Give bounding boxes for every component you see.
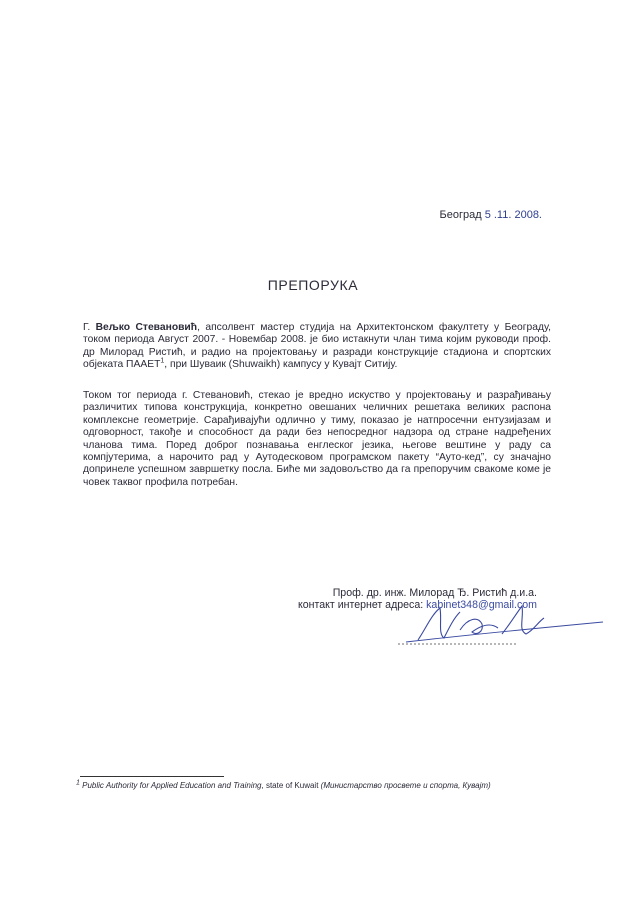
footnote-number: 1	[76, 779, 80, 787]
signatory-name: Проф. др. инж. Милорад Ђ. Ристић д.и.а.	[332, 587, 537, 599]
salutation: Г.	[83, 322, 96, 333]
paragraph-2: Током тог периода г. Стевановић, стекао је вредно искуство у пројектовању и разрађивању различитих типова конструкција, конкретно овешаних челичних решетака великих распона комплексне геометрије. Сарађивајући одлично у тиму, показао је натпросечни ентузијазам и одговорност, такође и способност да ради без непосредног надзора од стране надређених чланова тима. Поред доброг познавања енглеског језика, његове вештине у раду са компјутерима, а нарочито рад у Аутодесковом програмском пакету “Ауто-кед”, су значајно допринеле успешном завршетку посла. Биће ми задовољство да га препоручим свакоме коме је човек таквог профила потребан.	[83, 390, 551, 488]
paragraph-1	[83, 322, 551, 372]
footnote-serbian: (Министарство просвете и спорта, Кувајт)	[318, 781, 491, 790]
date-line	[440, 209, 542, 221]
signature-stroke-2	[460, 619, 498, 633]
contact-email: kabinet348@gmail.com	[426, 599, 537, 611]
footnote-mark: 1	[160, 357, 165, 365]
signature-stroke-1	[418, 608, 460, 640]
contact-label: контакт интернет адреса:	[298, 599, 424, 611]
paragraph-1-text-b: , при Шуваик (Shuwaikh) кампусу у Кувајт Ситију.	[164, 359, 398, 371]
footnote-country: , state of Kuwait	[261, 781, 319, 790]
signature-underline	[406, 622, 603, 642]
date-city: Београд	[439, 209, 482, 221]
footnote-rule	[80, 776, 224, 777]
candidate-name: Вељко Стевановић	[95, 322, 198, 333]
footnote-english: Public Authority for Applied Education and Training	[82, 781, 262, 790]
date-value: 5 .11. 2008.	[484, 209, 542, 221]
document-title: ПРЕПОРУКА	[267, 277, 359, 293]
footnote	[76, 781, 491, 790]
handwritten-signature	[398, 600, 608, 650]
paragraph-1-text-a: , апсолвент мастер студија на Архитектонском факултету у Београду, током периода Август 2007. - Новембар 2008. је био истакнути члан тима којим руководи проф. др Милорад Ристић, и радио на пројектовању и разради конструкције стадиона и спортских објеката ПААЕТ	[83, 322, 551, 371]
